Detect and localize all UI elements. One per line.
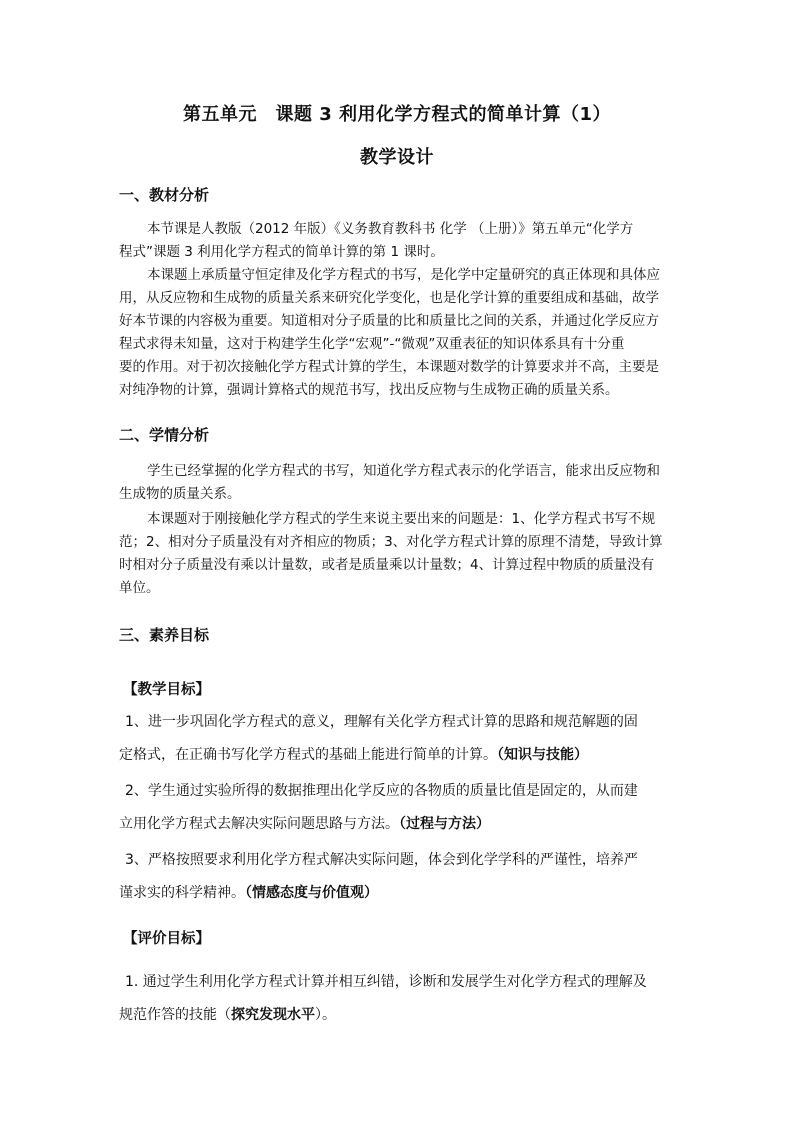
text-line: 学生已经掌握的化学方程式的书写，知道化学方程式表示的化学语言，能求出反应物和 [147, 463, 660, 479]
text-line: 用，从反应物和生成物的质量关系来研究化学变化，也是化学计算的重要组成和基础，故学 [119, 290, 659, 306]
text-line: 要的作用。对于初次接触化学方程式计算的学生，本课题对数学的计算要求并不高，主要是 [119, 359, 659, 375]
eval-text: 1. 通过学生利用化学方程式计算并相互纠错，诊断和发展学生对化学方程式的理解及 [125, 974, 647, 990]
eval-text: 规范作答的技能（ [119, 1007, 231, 1023]
goal-text: 2、学生通过实验所得的数据推理出化学反应的各物质的质量比值是固定的，从而建 [125, 783, 638, 799]
goal-3-line-1 [119, 844, 679, 877]
eval-1-line-1 [119, 966, 679, 999]
text-line: 本节课是人教版（2012 年版）《义务教育教科书 化学 （上册）》第五单元“化学方 [147, 221, 634, 237]
goal-text: 立用化学方程式去解决实际问题思路与方法。 [119, 816, 399, 832]
eval-1-line-2 [119, 999, 679, 1032]
paragraph-textbook-analysis [119, 264, 677, 402]
goal-tag: （过程与方法） [399, 816, 490, 832]
document-title: 第五单元 课题 3 利用化学方程式的简单计算（1） [182, 104, 612, 125]
section-heading-literacy-goals: 三、素养目标 [119, 626, 210, 644]
document-subtitle: 教学设计 [360, 147, 434, 168]
goal-text: 1、进一步巩固化学方程式的意义，理解有关化学方程式计算的思路和规范解题的固 [125, 714, 638, 730]
section-heading-textbook-analysis: 一、教材分析 [119, 186, 210, 204]
goal-1-line-2 [119, 739, 679, 772]
text-line: 范；2、相对分子质量没有对齐相应的物质；3、对化学方程式计算的原理不清楚，导致计算 [119, 534, 663, 550]
teaching-goals-label: 【教学目标】 [123, 682, 210, 698]
goal-text: 定格式，在正确书写化学方程式的基础上能进行简单的计算。 [119, 747, 497, 763]
text-line: 对纯净物的计算，强调计算格式的规范书写，找出反应物与生成物正确的质量关系。 [119, 382, 619, 398]
goal-3-line-2 [119, 877, 679, 910]
paragraph-student-problems [119, 508, 677, 600]
text-line: 时相对分子质量没有乘以计量数，或者是质量乘以计量数；4、计算过程中物质的质量没有 [119, 557, 655, 573]
text-line: 本课题上承质量守恒定律及化学方程式的书写，是化学中定量研究的真正体现和具体应 [147, 267, 660, 283]
goal-text: 谨求实的科学精神。 [119, 885, 245, 901]
text-line: 好本节课的内容极为重要。知道相对分子质量的比和质量比之间的关系，并通过化学反应方 [119, 313, 659, 329]
text-line: 单位。 [119, 580, 160, 596]
text-line: 程式”课题 3 利用化学方程式的简单计算的第 1 课时。 [119, 244, 444, 260]
goal-tag: （知识与技能） [497, 747, 588, 763]
paragraph-textbook-intro [119, 218, 677, 264]
text-line: 生成物的质量关系。 [119, 486, 241, 502]
text-line: 程式求得未知量，这对于构建学生化学“宏观”-“微观”双重表征的知识体系具有十分重 [119, 336, 625, 352]
section-heading-student-analysis: 二、学情分析 [119, 426, 210, 444]
goal-2-line-2 [119, 808, 679, 841]
goal-text: 3、严格按照要求利用化学方程式解决实际问题，体会到化学学科的严谨性，培养严 [125, 852, 638, 868]
paragraph-student-knowledge [119, 460, 677, 506]
eval-tag: 探究发现水平 [231, 1007, 315, 1023]
goal-2-line-1 [119, 775, 679, 808]
evaluation-goals-label: 【评价目标】 [123, 931, 210, 947]
teaching-goals-list [119, 706, 679, 910]
text-line: 本课题对于刚接触化学方程式的学生来说主要出来的问题是：1、化学方程式书写不规 [147, 511, 656, 527]
evaluation-goals-list [119, 966, 679, 1032]
eval-text: ）。 [315, 1007, 336, 1023]
goal-1-line-1 [119, 706, 679, 739]
goal-tag: （情感态度与价值观） [245, 885, 378, 901]
